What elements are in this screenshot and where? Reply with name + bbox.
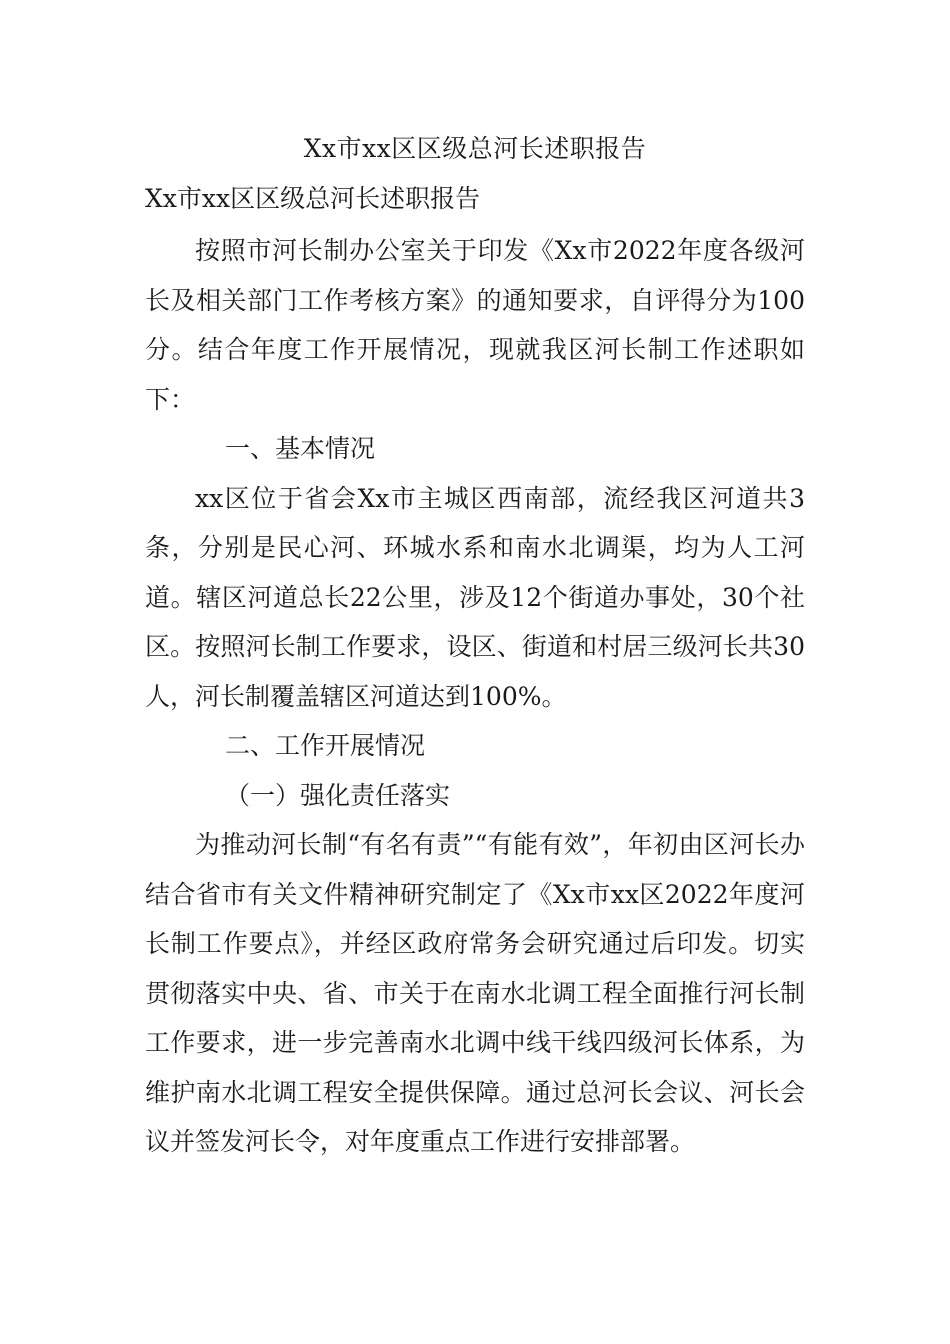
paragraph-intro: 按照市河长制办公室关于印发《Xx市2022年度各级河长及相关部门工作考核方案》的通知要求，自评得分为100分。结合年度工作开展情况，现就我区河长制工作述职如下： — [145, 236, 805, 414]
document-body — [145, 226, 805, 1167]
subsection-heading-responsibility: （一）强化责任落实 — [225, 780, 451, 810]
section-heading-work-progress: 二、工作开展情况 — [225, 731, 426, 760]
document-title: Xx市xx区区级总河长述职报告 — [303, 134, 647, 163]
paragraph-responsibility: 为推动河长制“有名有责”“有能有效”，年初由区河长办结合省市有关文件精神研究制定了《Xx市xx区2022年度河长制工作要点》，并经区政府常务会研究通过后印发。切实贯彻落实中央、省、市关于在南水北调工程全面推行河长制工作要求，进一步完善南水北调中线干线四级河长体系，为维护南水北调工程安全提供保障。通过总河长会议、河长会议并签发河长令，对年度重点工作进行安排部署。 — [145, 830, 805, 1156]
document-subtitle: Xx市xx区区级总河长述职报告 — [145, 184, 481, 213]
section-heading-basic-situation: 一、基本情况 — [225, 434, 376, 463]
paragraph-basic-situation: xx区位于省会Xx市主城区西南部，流经我区河道共3条，分别是民心河、环城水系和南水北调渠，均为人工河道。辖区河道总长22公里，涉及12个街道办事处，30个社区。按照河长制工作要求，设区、街道和村居三级河长共30人，河长制覆盖辖区河道达到100%。 — [145, 483, 805, 711]
